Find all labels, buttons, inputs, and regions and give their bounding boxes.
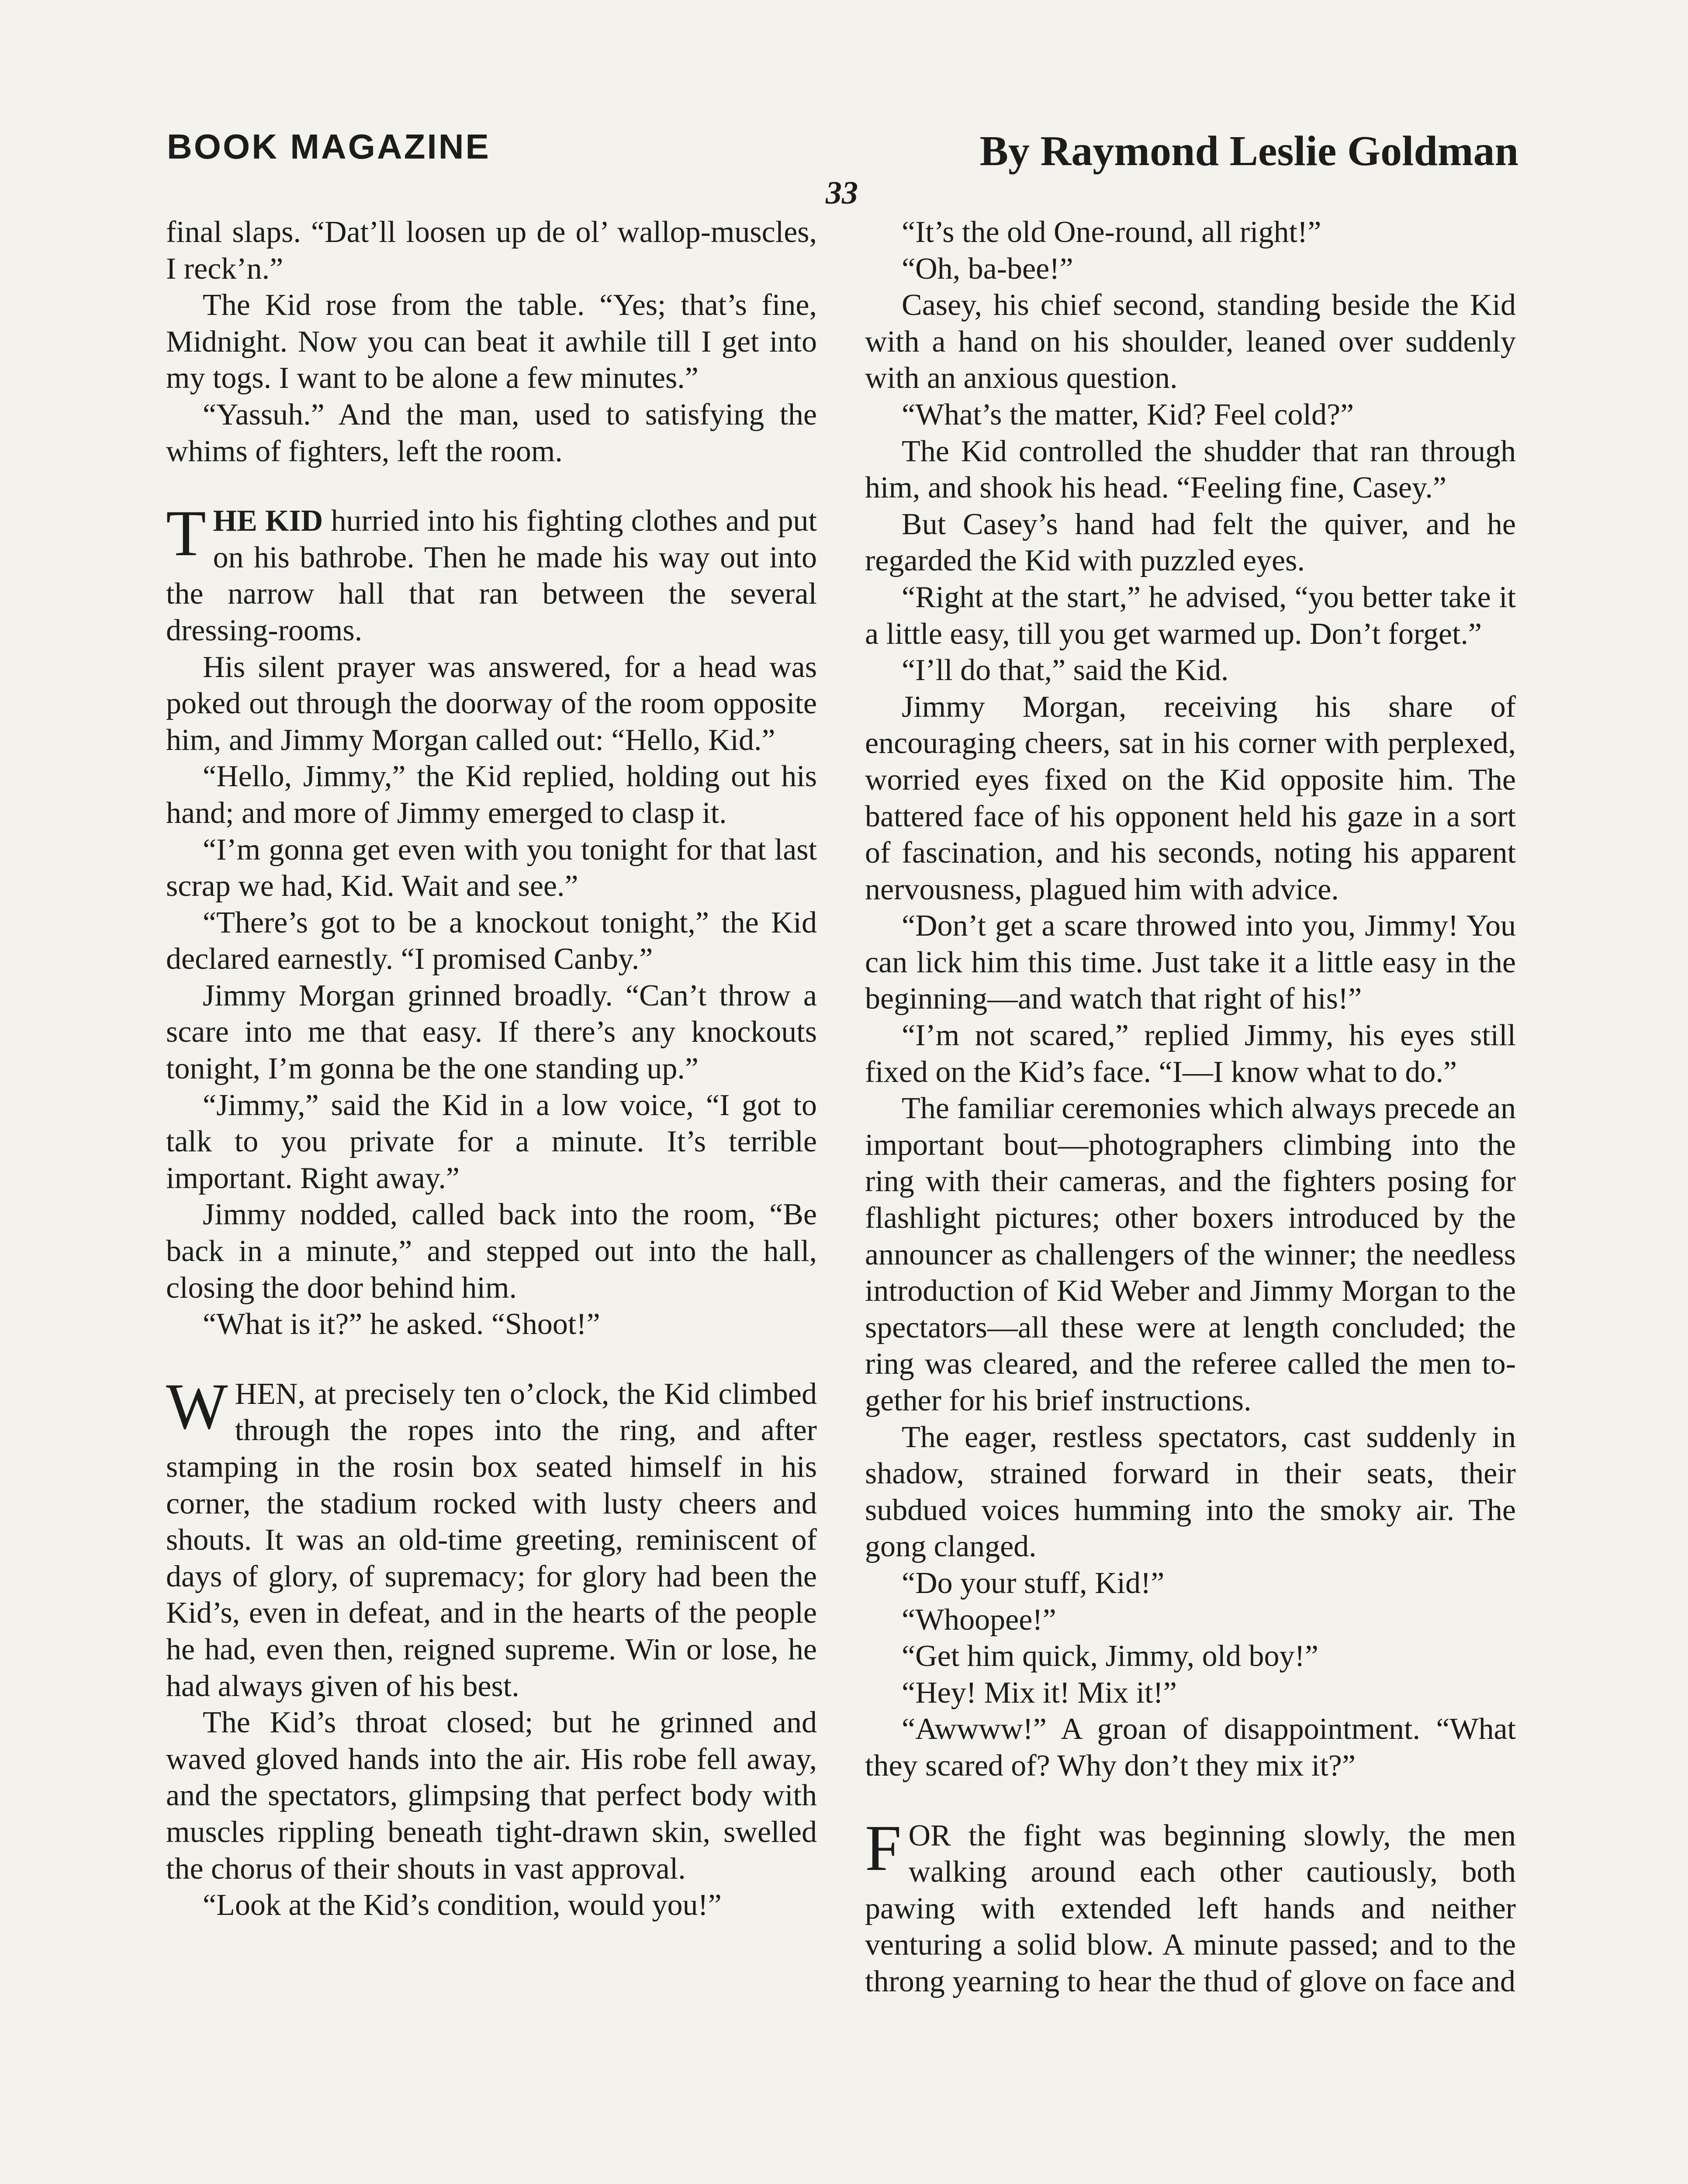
paragraph: “Right at the start,” he advised, “you better take it a little easy, till you get warmed up. Don’t forget.” — [865, 580, 1516, 651]
paragraph: “What is it?” he asked. “Shoot!” — [203, 1307, 600, 1341]
left-column — [166, 214, 817, 1924]
section-opening-paragraph — [166, 1370, 817, 1704]
paragraph: “I’m not scared,” replied Jimmy, his eyes still fixed on the Kid’s face. “I—I know what to do.” — [865, 1019, 1516, 1089]
author-byline: By Raymond Leslie Goldman — [979, 128, 1519, 175]
paragraph: final slaps. “Dat’ll loosen up de ol’ wallop-muscles, I reck’n.” — [166, 215, 817, 286]
paragraph: “There’s got to be a knockout tonight,” the Kid declared earnestly. “I promised Canby.” — [166, 905, 817, 976]
paragraph: “I’ll do that,” said the Kid. — [902, 653, 1229, 688]
paragraph: The Kid rose from the table. “Yes; that’s fine, Midnight. Now you can beat it awhile till I get into my togs. I want to be alone a few minutes.” — [166, 288, 817, 395]
paragraph: “Do your stuff, Kid!” — [902, 1566, 1165, 1600]
section-opening-paragraph — [166, 497, 817, 649]
paragraph: The Kid’s throat closed; but he grinned and waved gloved hands into the air. His robe fell away, and the spectators, glimpsing that perfect body with muscles rippling beneath tight-drawn skin, swelled the chorus of their shouts in vast approval. — [166, 1706, 817, 1886]
paragraph: Jimmy Morgan grinned broadly. “Can’t throw a scare into me that easy. If there’s any knockouts tonight, I’m gonna be the one standing up.” — [166, 978, 817, 1086]
paragraph: “Hey! Mix it! Mix it!” — [902, 1676, 1177, 1710]
paragraph: The familiar ceremonies which always precede an important bout—photographers climbing into the ring with their cameras, and the fighters posing for flashlight pictures; other boxers introduced by the announcer as challengers of the winner; the needless introduction of Kid Weber and Jimmy Morgan to the spectators—all these were at length concluded; the ring was cleared, and the referee called the men together for his brief instructions. — [865, 1092, 1516, 1417]
paragraph: “Awwww!” A groan of disappointment. “What they scared of? Why don’t they mix it?” — [865, 1712, 1516, 1783]
paragraph: But Casey’s hand had felt the quiver, and he regarded the Kid with puzzled eyes. — [865, 507, 1516, 578]
paragraph: “Whoopee!” — [902, 1603, 1056, 1637]
paragraph: “Get him quick, Jimmy, old boy!” — [902, 1639, 1318, 1673]
paragraph: “Yassuh.” And the man, used to satisfying the whims of fighters, left the room. — [166, 397, 817, 468]
paragraph: The Kid controlled the shudder that ran through him, and shook his head. “Feeling fine, Casey.” — [865, 434, 1516, 505]
paragraph: Casey, his chief second, standing beside the Kid with a hand on his shoulder, leaned over suddenly with an anxious question. — [865, 288, 1516, 395]
paragraph: “It’s the old One-round, all right!” — [902, 215, 1321, 249]
paragraph: “Hello, Jimmy,” the Kid replied, holding out his hand; and more of Jimmy emerged to clasp it. — [166, 760, 817, 830]
paragraph: The eager, restless spectators, cast suddenly in shadow, strained forward in their seats, their subdued voices humming into the smoky air. The gong clanged. — [865, 1420, 1516, 1564]
paragraph: “I’m gonna get even with you tonight for that last scrap we had, Kid. Wait and see.” — [166, 833, 817, 903]
magazine-title: BOOK MAGAZINE — [167, 127, 491, 166]
drop-cap: F — [865, 1811, 902, 1884]
section-opening-paragraph — [865, 1811, 1516, 2000]
drop-cap: T — [166, 497, 206, 570]
drop-cap: W — [166, 1370, 228, 1443]
page-number: 33 — [826, 175, 858, 211]
paragraph: “Oh, ba-bee!” — [902, 252, 1073, 286]
paragraph-text: HEN, at precisely ten o’clock, the Kid climbed through the ropes into the ring, and after stamping in the rosin box seated himself in his corner, the stadium rocked with lusty cheers and shouts. It was an old-time greeting, reminiscent of days of glory, of supremacy; for glory had been the Kid’s, even in defeat, and in the hearts of the people he had, even then, reigned supreme. Win or lose, he had always given of his best. — [166, 1377, 817, 1703]
paragraph-text: hurried into his fighting clothes and put on his bathrobe. Then he made his way out into the narrow hall that ran between the several dressing-rooms. — [166, 504, 817, 647]
paragraph: His silent prayer was answered, for a head was poked out through the doorway of the room opposite him, and Jimmy Morgan called out: “Hello, Kid.” — [166, 650, 817, 757]
paragraph: “Don’t get a scare throwed into you, Jimmy! You can lick him this time. Just take it a little easy in the beginning—and watch that right of his!” — [865, 909, 1516, 1016]
paragraph: “Look at the Kid’s condition, would you!” — [203, 1888, 722, 1922]
paragraph: Jimmy nodded, called back into the room, “Be back in a minute,” and stepped out into the hall, closing the door behind him. — [166, 1198, 817, 1305]
paragraph: “Jimmy,” said the Kid in a low voice, “I got to talk to you private for a minute. It’s terrible important. Right away.” — [166, 1088, 817, 1195]
paragraph-text: OR the fight was beginning slowly, the men walking around each other cautiously, both pawing with extended left hands and neither venturing a solid blow. A minute passed; and to the throng yearning to hear the thud of glove on face and — [865, 1818, 1516, 1998]
lead-in: HE KID — [213, 504, 323, 538]
paragraph: “What’s the matter, Kid? Feel cold?” — [902, 397, 1354, 432]
right-column — [865, 214, 1516, 2000]
paragraph: Jimmy Morgan, receiving his share of encouraging cheers, sat in his corner with perplexed, worried eyes fixed on the Kid opposite him. The battered face of his opponent held his gaze in a sort of fascination, and his seconds, noting his apparent nervousness, plagued him with advice. — [865, 690, 1516, 906]
